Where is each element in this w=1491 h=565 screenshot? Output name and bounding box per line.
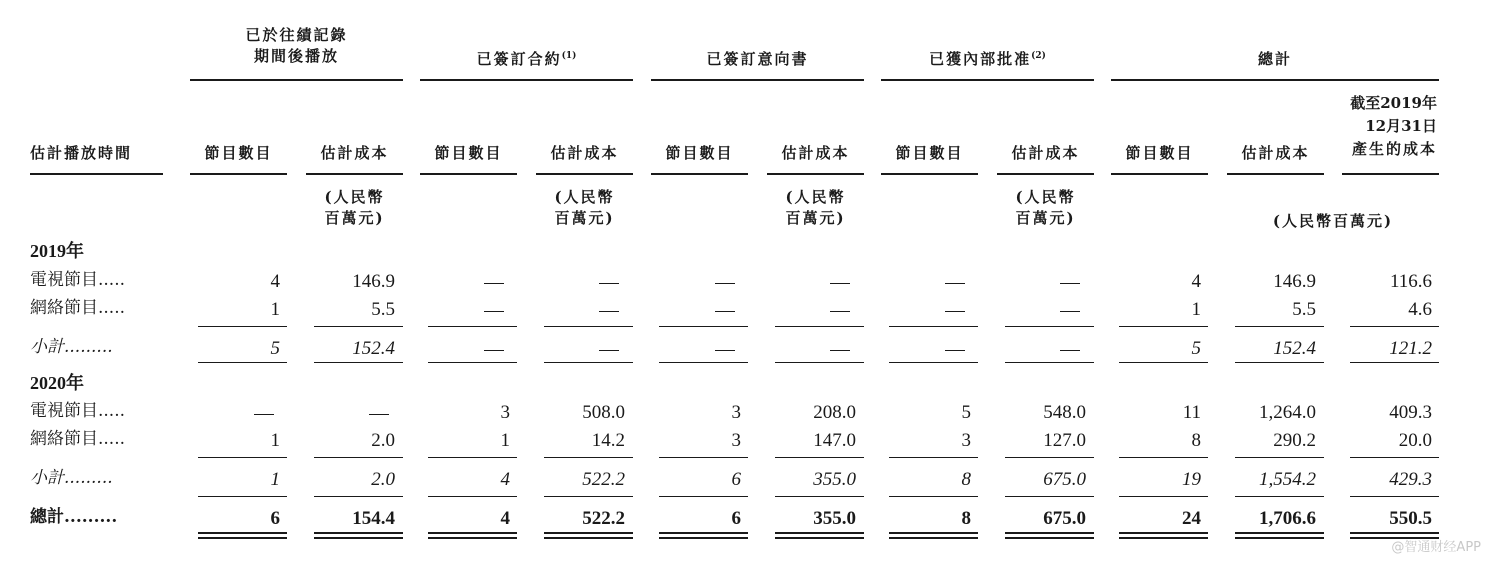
table-cell: 4 (1191, 271, 1201, 292)
unit-label-total: (人民幣百萬元) (1272, 212, 1394, 230)
group-rule (651, 79, 864, 81)
table-cell-dash (1060, 350, 1080, 351)
table-cell: 1 (270, 430, 280, 451)
table-cell: 3 (961, 430, 971, 451)
row-label-subtotal-2020: 小計......... (30, 468, 113, 488)
table-rule (659, 326, 748, 327)
table-rule (1235, 326, 1324, 327)
table-cell-dash (945, 311, 965, 312)
table-cell-dash (830, 283, 850, 284)
column-rule (1111, 173, 1208, 175)
column-rule (190, 173, 287, 175)
column-header-count: 節目數目 (1125, 144, 1194, 162)
table-cell-dash (715, 350, 735, 351)
table-rule (1119, 496, 1208, 497)
table-rule (775, 457, 864, 458)
table-cell: 550.5 (1389, 508, 1432, 529)
table-cell: 5 (961, 402, 971, 423)
column-header-cost: 估計成本 (320, 144, 389, 162)
column-header-cost: 估計成本 (550, 144, 619, 162)
column-rule (651, 173, 748, 175)
table-rule (314, 532, 403, 534)
table-cell: 146.9 (1273, 271, 1316, 292)
column-header-count: 節目數目 (895, 144, 964, 162)
table-rule (659, 537, 748, 539)
table-cell: 5 (270, 338, 280, 359)
row-label-grand-total: 總計......... (30, 507, 118, 527)
table-cell: 3 (731, 402, 741, 423)
table-rule (1005, 537, 1094, 539)
group-header-letter-of-intent: 已簽訂意向書 (706, 50, 809, 68)
table-rule (314, 537, 403, 539)
table-rule (544, 537, 633, 539)
table-rule (198, 537, 287, 539)
table-cell: 5 (1191, 338, 1201, 359)
table-rule (314, 457, 403, 458)
table-rule (428, 537, 517, 539)
unit-label: (人民幣 百萬元) (1015, 188, 1076, 227)
group-rule (881, 79, 1094, 81)
group-rule (420, 79, 633, 81)
table-cell: 522.2 (582, 469, 625, 490)
table-cell: 429.3 (1389, 469, 1432, 490)
table-rule (889, 496, 978, 497)
column-rule (881, 173, 978, 175)
table-cell-dash (945, 283, 965, 284)
table-rule (775, 496, 864, 497)
table-cell: 14.2 (591, 430, 625, 451)
group-header-broadcast-after: 已於往績記錄 期間後播放 (245, 26, 348, 65)
table-rule (314, 326, 403, 327)
column-header-cost: 估計成本 (1241, 144, 1310, 162)
table-rule (775, 532, 864, 534)
table-cell: 19 (1182, 469, 1201, 490)
table-cell: 1,554.2 (1259, 469, 1316, 490)
table-rule (1350, 532, 1439, 534)
table-rule (1235, 362, 1324, 363)
group-header-internal-approval: 已獲內部批准$^{(2)}$ (929, 50, 1046, 68)
table-rule (1235, 457, 1324, 458)
table-cell: 1,264.0 (1259, 402, 1316, 423)
column-rule (1342, 173, 1439, 175)
table-cell: 6 (731, 508, 741, 529)
table-rule (889, 532, 978, 534)
table-rule (198, 362, 287, 363)
table-rule (659, 496, 748, 497)
table-cell: 4 (270, 271, 280, 292)
table-rule (544, 362, 633, 363)
table-rule (1235, 537, 1324, 539)
table-cell-dash (830, 350, 850, 351)
table-cell: 11 (1182, 402, 1201, 423)
column-rule (420, 173, 517, 175)
table-cell: 1 (1191, 299, 1201, 320)
table-rule (544, 457, 633, 458)
column-rule (767, 173, 864, 175)
table-rule (1119, 326, 1208, 327)
table-cell: 522.2 (582, 508, 625, 529)
table-rule (659, 457, 748, 458)
table-cell: 1 (270, 299, 280, 320)
table-rule (1350, 326, 1439, 327)
table-rule (1005, 326, 1094, 327)
table-cell: 146.9 (352, 271, 395, 292)
column-header-count: 節目數目 (434, 144, 503, 162)
table-rule (1005, 532, 1094, 534)
year-label-2019: 2019年 (30, 241, 84, 261)
table-cell: 8 (961, 508, 971, 529)
table-rule (1119, 537, 1208, 539)
table-rule (659, 362, 748, 363)
table-cell-dash (945, 350, 965, 351)
table-rule (428, 362, 517, 363)
table-cell-dash (1060, 311, 1080, 312)
table-rule (1005, 457, 1094, 458)
table-rule (198, 496, 287, 497)
table-rule (1119, 457, 1208, 458)
table-cell: 121.2 (1389, 338, 1432, 359)
table-cell: 6 (270, 508, 280, 529)
table-rule (544, 496, 633, 497)
table-rule (1005, 496, 1094, 497)
table-cell-dash (484, 311, 504, 312)
table-cell: 1 (500, 430, 510, 451)
group-rule (1111, 79, 1439, 81)
table-rule (889, 457, 978, 458)
table-cell: 2.0 (371, 469, 395, 490)
table-cell: 1,706.6 (1259, 508, 1316, 529)
table-rule (428, 457, 517, 458)
table-cell: 116.6 (1389, 271, 1432, 292)
table-rule (889, 362, 978, 363)
table-cell: 6 (731, 469, 741, 490)
table-cell: 508.0 (582, 402, 625, 423)
table-cell: 8 (1191, 430, 1201, 451)
table-rule (1235, 532, 1324, 534)
table-rule (775, 537, 864, 539)
table-rule (1350, 362, 1439, 363)
table-cell: 24 (1182, 508, 1201, 529)
table-rule (1350, 457, 1439, 458)
table-cell: 20.0 (1398, 430, 1432, 451)
table-rule (1235, 496, 1324, 497)
table-cell-dash (484, 283, 504, 284)
table-cell: 675.0 (1043, 508, 1086, 529)
table-cell-dash (830, 311, 850, 312)
table-cell: 2.0 (371, 430, 395, 451)
table-cell: 1 (270, 469, 280, 490)
column-header-count: 節目數目 (204, 144, 273, 162)
table-cell: 548.0 (1043, 402, 1086, 423)
table-cell-dash (715, 283, 735, 284)
table-cell: 355.0 (813, 508, 856, 529)
group-rule (190, 79, 403, 81)
table-rule (428, 532, 517, 534)
table-cell: 152.4 (352, 338, 395, 359)
group-header-total: 總計 (1257, 50, 1292, 68)
table-rule (198, 532, 287, 534)
table-rule (198, 326, 287, 327)
table-cell: 147.0 (813, 430, 856, 451)
table-rule (314, 496, 403, 497)
table-rule (314, 362, 403, 363)
table-cell: 355.0 (813, 469, 856, 490)
table-cell-dash (599, 350, 619, 351)
row-label-tv-2019: 電視節目..... (30, 270, 126, 290)
table-rule (889, 537, 978, 539)
table-rule (428, 326, 517, 327)
group-header-contracted: 已簽訂合約$^{(1)}$ (476, 50, 577, 68)
table-cell-dash (715, 311, 735, 312)
column-rule (997, 173, 1094, 175)
table-cell: 409.3 (1389, 402, 1432, 423)
table-cell-dash (1060, 283, 1080, 284)
table-cell-dash (254, 414, 274, 415)
table-rule (1119, 362, 1208, 363)
column-rule (30, 173, 163, 175)
row-label-web-2019: 網絡節目..... (30, 298, 126, 318)
unit-label: (人民幣 百萬元) (785, 188, 846, 227)
table-rule (1350, 496, 1439, 497)
table-cell: 8 (961, 469, 971, 490)
table-rule (1119, 532, 1208, 534)
table-cell: 152.4 (1273, 338, 1316, 359)
column-header-cost: 估計成本 (781, 144, 850, 162)
table-rule (428, 496, 517, 497)
table-cell: 3 (500, 402, 510, 423)
table-cell: 5.5 (371, 299, 395, 320)
table-rule (544, 532, 633, 534)
table-cell: 675.0 (1043, 469, 1086, 490)
table-cell: 4 (500, 508, 510, 529)
table-cell: 4.6 (1408, 299, 1432, 320)
table-rule (889, 326, 978, 327)
table-rule (659, 532, 748, 534)
table-cell: 3 (731, 430, 741, 451)
column-header-count: 節目數目 (665, 144, 734, 162)
table-rule (544, 326, 633, 327)
table-cell: 154.4 (352, 508, 395, 529)
table-rule (1005, 362, 1094, 363)
unit-label: (人民幣 百萬元) (554, 188, 615, 227)
table-cell-dash (369, 414, 389, 415)
column-header-period: 估計播放時間 (30, 144, 133, 162)
watermark: @智通财经APP (1391, 540, 1481, 555)
table-rule (775, 326, 864, 327)
table-cell: 4 (500, 469, 510, 490)
table-cell-dash (599, 311, 619, 312)
column-header-cost: 估計成本 (1011, 144, 1080, 162)
table-cell: 127.0 (1043, 430, 1086, 451)
table-rule (775, 362, 864, 363)
row-label-web-2020: 網絡節目..... (30, 429, 126, 449)
unit-label: (人民幣 百萬元) (324, 188, 385, 227)
column-rule (306, 173, 403, 175)
column-rule (536, 173, 633, 175)
table-rule (198, 457, 287, 458)
year-label-2020: 2020年 (30, 373, 84, 393)
table-cell: 208.0 (813, 402, 856, 423)
row-label-tv-2020: 電視節目..... (30, 401, 126, 421)
table-cell-dash (484, 350, 504, 351)
column-rule (1227, 173, 1324, 175)
row-label-subtotal-2019: 小計......... (30, 337, 113, 357)
table-cell-dash (599, 283, 619, 284)
table-cell: 290.2 (1273, 430, 1316, 451)
table-cell: 5.5 (1292, 299, 1316, 320)
column-header-incurred-cost: 截至2019年 12月31日 產生的成本 (1350, 94, 1437, 158)
